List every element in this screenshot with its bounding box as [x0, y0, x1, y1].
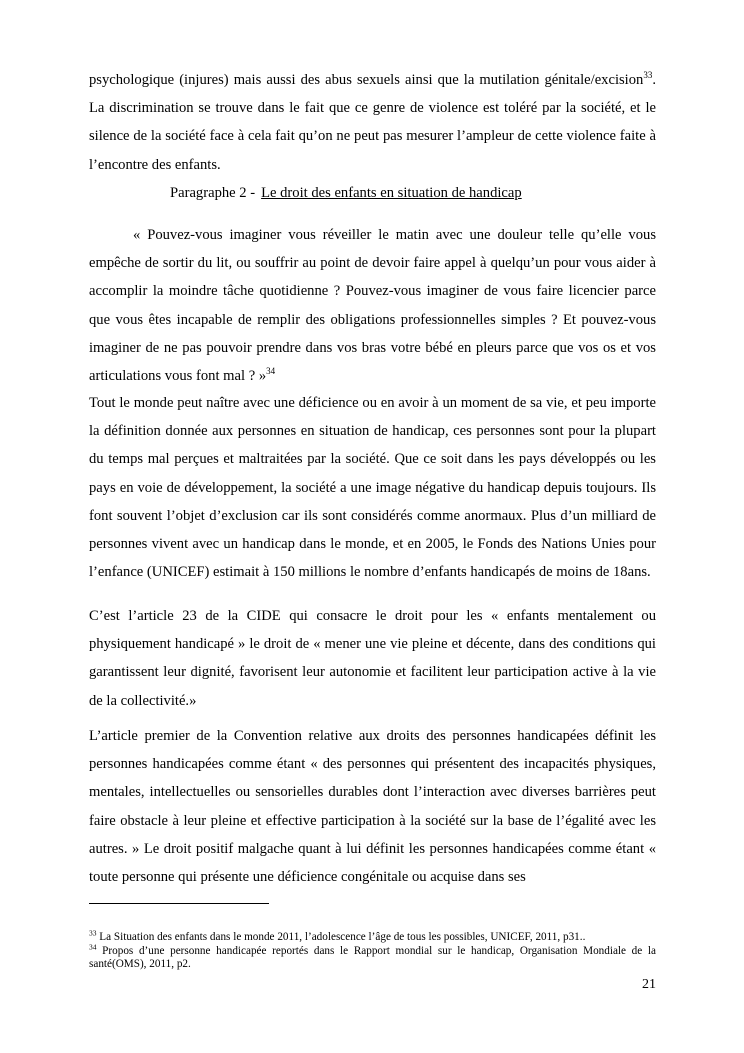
footnote-number: 33	[89, 928, 97, 938]
paragraph-quote	[89, 221, 656, 390]
page-number: 21	[642, 977, 656, 992]
footnote-33	[89, 928, 656, 945]
paragraph-text: « Pouvez-vous imaginer vous réveiller le matin avec une douleur telle qu’elle vous empêche de sortir du lit, ou souffrir au point de devoir faire appel à quelqu’un pour vous aider à accomplir la moindre tâche quotidienne ? Pouvez-vous imaginer de vous faire licencier parce que vous êtes incapable de remplir des obligations professionnelles simples ? Et pouvez-vous imaginer de ne pas pouvoir prendre dans vos bras votre bébé en pleurs parce que vos os et vos articulations vous font mal ? »	[89, 227, 656, 385]
paragraph-convention-definition	[89, 722, 656, 891]
footnote-ref-33[interactable]: 33	[643, 70, 653, 81]
paragraph-text: L’article premier de la Convention relative aux droits des personnes handicapées définit les personnes handicapées comme étant « des personnes qui présentent des incapacités physiques, mentales, intellectuelles ou sensorielles durables dont l’interaction avec diverses barrières peut faire obstacle à leur pleine et effective participation à la société sur la base de l’égalité avec les autres. » Le droit positif malgache quant à lui définit les personnes handicapées comme étant « toute personne qui présente une déficience congénitale ou acquise dans ses	[89, 728, 656, 886]
paragraph-excision-discrimination	[89, 66, 656, 179]
footnote-number: 34	[89, 941, 97, 951]
footnote-text: La Situation des enfants dans le monde 2011, l’adolescence l’âge de tous les possibles, UNICEF, 2011, p31..	[96, 931, 586, 943]
paragraph-text: C’est l’article 23 de la CIDE qui consacre le droit pour les « enfants mentalement ou physiquement handicapé » le droit de « mener une vie pleine et décente, dans des conditions qui garantissent leur dignité, favorisent leur autonomie et facilitent leur participation active à la vie de la collectivité.»	[89, 608, 656, 709]
paragraph-handicap-society	[89, 389, 656, 586]
heading-title: Le droit des enfants en situation de handicap	[261, 185, 522, 201]
section-heading	[170, 183, 522, 203]
footnotes	[89, 928, 656, 972]
footnote-separator	[89, 903, 269, 904]
paragraph-text: Tout le monde peut naître avec une déficience ou en avoir à un moment de sa vie, et peu importe la définition donnée aux personnes en situation de handicap, ces personnes sont pour la plupart du temps mal perçues et maltraitées par la société. Que ce soit dans les pays développés ou les pays en voie de développement, la société a une image négative du handicap depuis toujours. Ils font souvent l’objet d’exclusion car ils sont considérés comme anormaux. Plus d’un milliard de personnes vivent avec un handicap dans le monde, et en 2005, le Fonds des Nations Unies pour l’enfance (UNICEF) estimait à 150 millions le nombre d’enfants handicapés de moins de 18ans.	[89, 395, 656, 581]
paragraph-text: psychologique (injures) mais aussi des abus sexuels ainsi que la mutilation génitale/excision	[89, 72, 644, 88]
footnote-34	[89, 941, 656, 972]
footnote-ref-34[interactable]: 34	[266, 366, 276, 377]
paragraph-text: . La discrimination se trouve dans le fait que ce genre de violence est toléré par la société, et le silence de la société face à cela fait qu’on ne peut pas mesurer l’ampleur de cette violence faite à l’encontre des enfants.	[89, 72, 656, 173]
paragraph-cide-article-23	[89, 602, 656, 715]
footnote-text: Propos d’une personne handicapée reportés dans le Rapport mondial sur le handicap, Organisation Mondiale de la santé(OMS), 2011, p2.	[89, 944, 656, 971]
heading-prefix: Paragraphe 2 -	[170, 185, 256, 201]
